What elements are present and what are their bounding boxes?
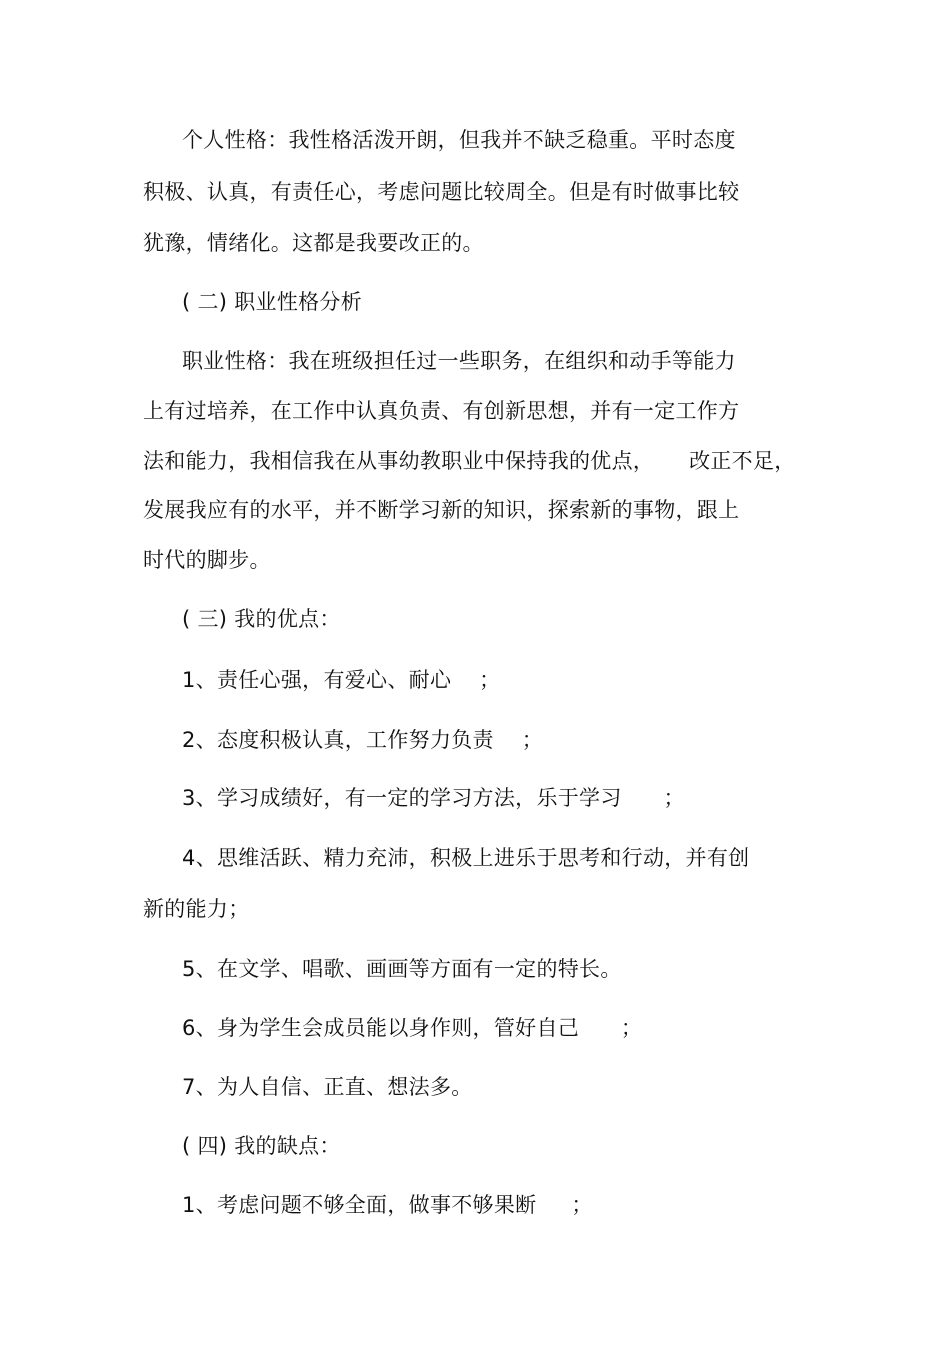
section-heading-career-personality: ( 二) 职业性格分析 (182, 290, 363, 314)
career-paragraph-line-4: 发展我应有的水平，并不断学习新的知识，探索新的事物，跟上 (143, 498, 740, 522)
strength-item-3: 3、学习成绩好，有一定的学习方法，乐于学习 ； (182, 786, 685, 810)
personality-paragraph-line-3: 犹豫，情绪化。这都是我要改正的。 (143, 231, 484, 255)
strength-item-6: 6、身为学生会成员能以身作则，管好自己 ； (182, 1016, 643, 1040)
personality-paragraph-line-1: 个人性格：我性格活泼开朗，但我并不缺乏稳重。平时态度 (182, 128, 736, 152)
career-paragraph-line-2: 上有过培养，在工作中认真负责、有创新思想，并有一定工作方 (143, 399, 740, 423)
strength-item-4-line-2: 新的能力； (143, 897, 250, 921)
strength-item-1: 1、责任心强，有爱心、耐心 ； (182, 668, 501, 692)
section-heading-weaknesses: ( 四) 我的缺点： (182, 1134, 341, 1158)
strength-item-4-line-1: 4、思维活跃、精力充沛，积极上进乐于思考和行动，并有创 (182, 846, 750, 870)
career-paragraph-line-3: 法和能力，我相信我在从事幼教职业中保持我的优点， 改正不足， (143, 449, 796, 473)
strength-item-5: 5、在文学、唱歌、画画等方面有一定的特长。 (182, 957, 622, 981)
personality-paragraph-line-2: 积极、认真，有责任心，考虑问题比较周全。但是有时做事比较 (143, 180, 740, 204)
section-heading-strengths: ( 三) 我的优点： (182, 607, 341, 631)
strength-item-2: 2、态度积极认真，工作努力负责 ； (182, 728, 544, 752)
weakness-item-1: 1、考虑问题不够全面，做事不够果断 ； (182, 1193, 593, 1217)
career-paragraph-line-1: 职业性格：我在班级担任过一些职务，在组织和动手等能力 (182, 349, 736, 373)
strength-item-7: 7、为人自信、正直、想法多。 (182, 1075, 473, 1099)
career-paragraph-line-5: 时代的脚步。 (143, 548, 271, 572)
